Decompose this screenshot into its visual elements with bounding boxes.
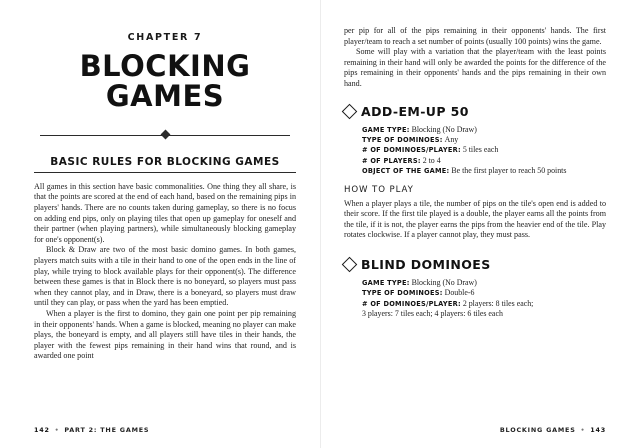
spec-key: GAME TYPE: — [362, 125, 410, 134]
paragraph: Some will play with a variation that the player/team with the least points remaining in their hand will only be awarded the points for the difference of the pips remaining in their opponents' hands and the pips remaining in their own hand. — [344, 47, 606, 88]
spec-key: TYPE OF DOMINOES: — [362, 289, 443, 298]
diamond-bullet-icon — [342, 257, 358, 273]
diamond-bullet-icon — [342, 103, 358, 119]
left-page-footer — [34, 426, 149, 434]
game-title: ADD-EM-UP 50 — [361, 103, 469, 119]
game-entry-add-em-up-50 — [344, 104, 606, 241]
spec-row — [362, 288, 606, 298]
how-to-play-text: When a player plays a tile, the number of pips on the tile's open end is added to their score. If the first tile played is a double, the player earns all the points from the tile, if it is not, the player earns the pips from the heavier end of the tile. Play rotates clockwise. If a player cannot play, they must pass. — [344, 198, 606, 240]
game-heading — [344, 257, 606, 272]
right-page-footer — [500, 426, 606, 434]
spec-value: Blocking (No Draw) — [411, 277, 477, 287]
spec-value: Be the first player to reach 50 points — [451, 166, 567, 176]
spec-value: 5 tiles each — [462, 145, 499, 155]
spec-key: # OF PLAYERS: — [362, 156, 421, 165]
spec-row — [362, 309, 606, 319]
spec-key: # OF DOMINOES/PLAYER: — [362, 146, 461, 155]
paragraph: per pip for all of the pips remaining in their opponents' hands. The first player/team to reach a set number of points (usually 100 points) wins the game. — [344, 26, 606, 46]
left-footer-text: PART 2: THE GAMES — [64, 426, 150, 434]
game-specs-list — [362, 125, 606, 177]
spec-row — [362, 125, 606, 135]
spec-row — [362, 299, 606, 309]
footer-separator: • — [54, 426, 60, 434]
spec-key: OBJECT OF THE GAME: — [362, 167, 450, 176]
diamond-ornament-icon — [160, 129, 170, 139]
spec-value: Any — [444, 134, 459, 144]
game-title: BLIND DOMINOES — [361, 256, 491, 272]
spec-key: GAME TYPE: — [362, 278, 410, 287]
paragraph: Block & Draw are two of the most basic domino games. In both games, players match suits with a tile in their hand to one of the open ends in the line of play, while trying to block available plays for their opponent(s). The difference between these games is that in Block there is no boneyard, so players must pass when they cannot play, and in Draw, there is a boneyard, so players must draw until they can play, or pass when the yard has been emptied. — [34, 245, 296, 308]
spec-row — [362, 156, 606, 166]
chapter-title: BLOCKING GAMES — [79, 49, 251, 114]
spec-key: TYPE OF DOMINOES: — [362, 135, 443, 144]
section-heading-basic-rules: BASIC RULES FOR BLOCKING GAMES — [34, 156, 296, 173]
right-page-number: 143 — [590, 426, 606, 434]
spec-value: 2 players: 8 tiles each; — [462, 298, 534, 308]
spec-value: 2 to 4 — [422, 155, 441, 165]
spec-row — [362, 278, 606, 288]
spec-value: 3 players: 7 tiles each; 4 players: 6 tiles each — [362, 309, 503, 319]
game-heading — [344, 104, 606, 119]
spec-row — [362, 135, 606, 145]
spec-value: Blocking (No Draw) — [411, 124, 477, 134]
paragraph: All games in this section have basic commonalities. One thing they all share, is that the points are scored at the end of each hand, based on the remaining pips in players' hands. There are no counts taken during gameplay, so there is no focus on adding end pips, only on playing tiles that open up gameplay for oneself and their partner (when playing partners), while simultaneously blocking gameplay for one's opponent(s). — [34, 181, 296, 244]
ornament-divider — [34, 128, 296, 142]
right-footer-text: BLOCKING GAMES — [499, 426, 576, 434]
spec-row — [362, 145, 606, 155]
left-page-number: 142 — [34, 426, 50, 434]
paragraph: When a player is the first to domino, they gain one point per pip remaining in their opponents' hands. When a game is blocked, meaning no player can make plays, the boneyard is empty, and all players still have tiles in their hands, the player with the fewest pips remaining in their hand wins that round, and is awarded one point — [34, 309, 296, 361]
spec-key: # OF DOMINOES/PLAYER: — [362, 299, 461, 308]
game-entry-blind-dominoes — [344, 257, 606, 320]
spec-value: Double-6 — [444, 288, 475, 298]
spec-row — [362, 166, 606, 176]
right-page — [320, 0, 640, 448]
game-specs-list — [362, 278, 606, 320]
how-to-play-label: HOW TO PLAY — [344, 184, 414, 195]
footer-separator: • — [580, 426, 586, 434]
chapter-label: CHAPTER 7 — [127, 32, 203, 43]
